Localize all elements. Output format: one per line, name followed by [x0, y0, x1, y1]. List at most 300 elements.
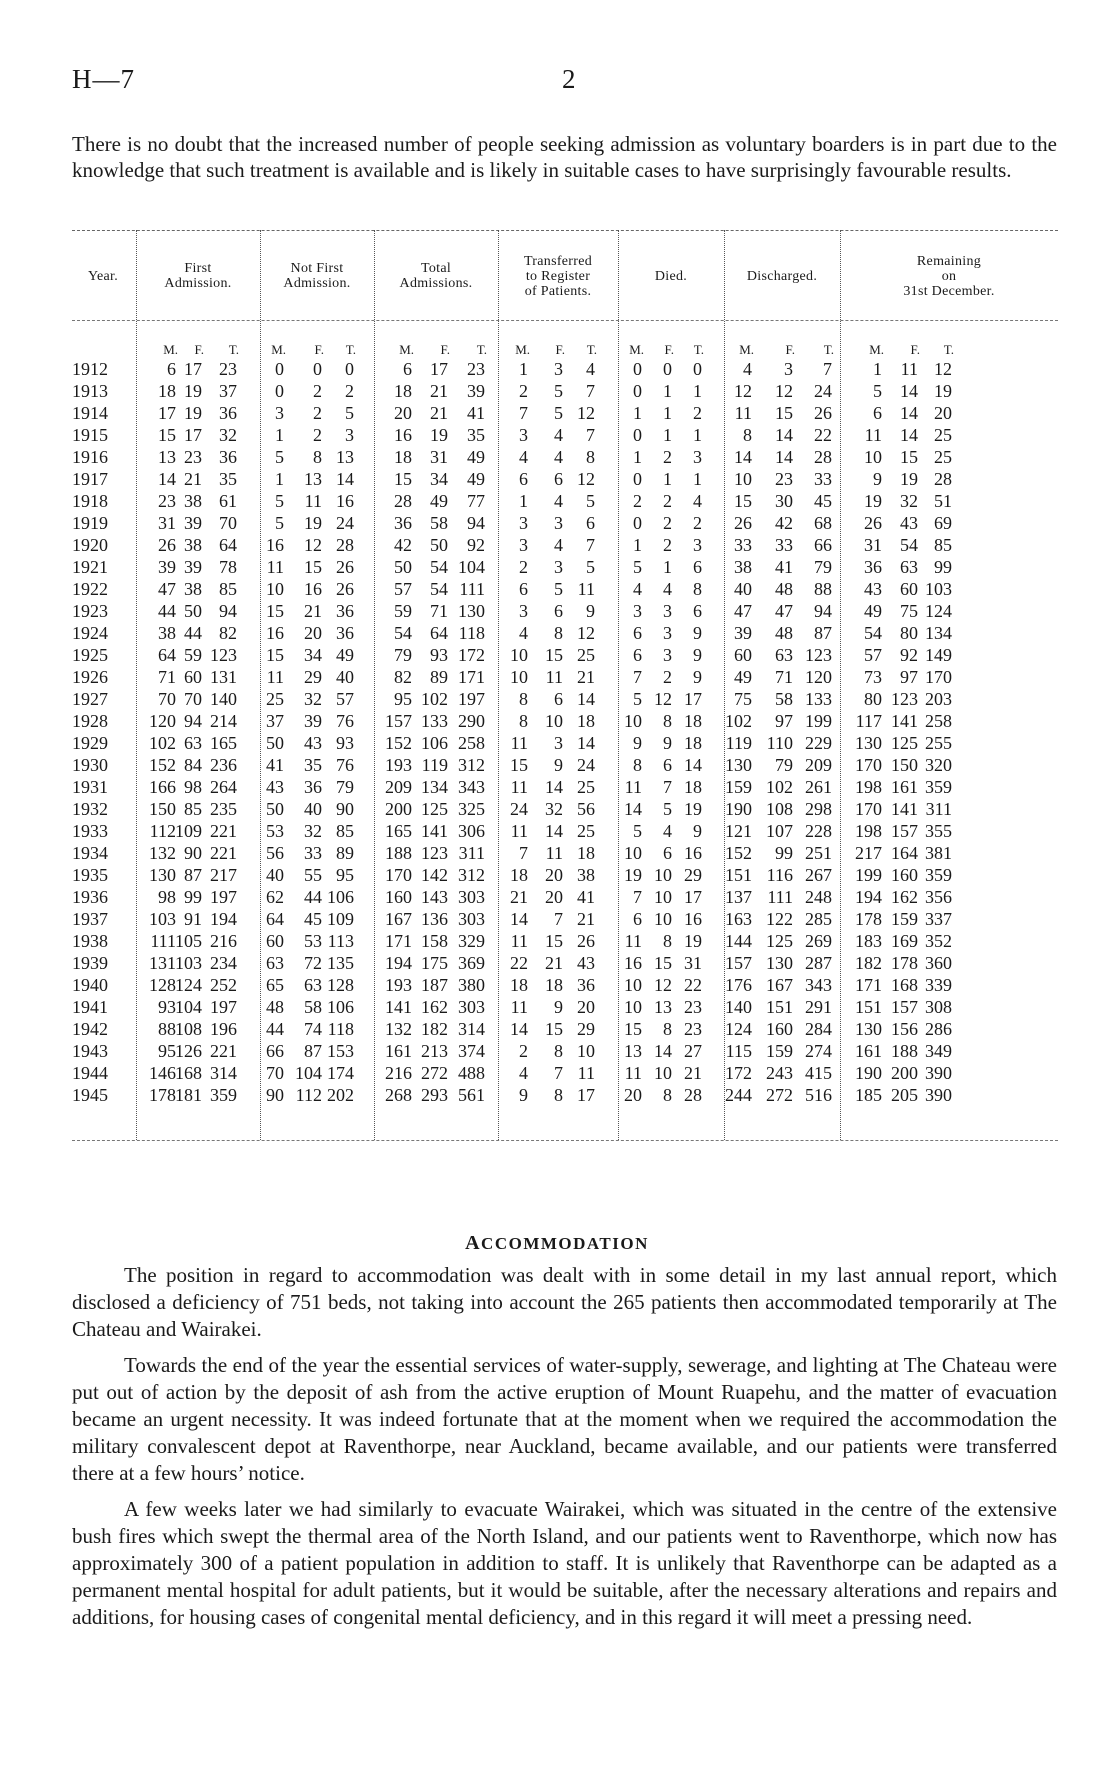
discharged-m-cell: 144 [725, 931, 752, 951]
discharged-t-cell: 267 [805, 865, 832, 885]
total-admissions-m-cell: 18 [394, 447, 412, 467]
died-m-cell: 6 [633, 623, 642, 643]
first-admission-m-cell: 64 [158, 645, 176, 665]
died-t-cell: 23 [684, 997, 702, 1017]
not-first-admission-m-cell: 0 [275, 381, 284, 401]
discharged-t-cell: 284 [805, 1019, 832, 1039]
not-first-admission-t-cell: 174 [327, 1063, 354, 1083]
discharged-m-cell: 33 [734, 535, 752, 555]
not-first-admission-f-cell: 104 [295, 1063, 322, 1083]
transferred-t-cell: 8 [586, 447, 595, 467]
year-cell: 1917 [72, 469, 108, 489]
died-m-cell: 0 [633, 381, 642, 401]
discharged-t-cell: 229 [805, 733, 832, 753]
remaining-m-cell: 130 [855, 1019, 882, 1039]
remaining-sub-f: F. [910, 342, 920, 357]
first-admission-m-cell: 130 [149, 865, 176, 885]
not-first-admission-f-cell: 44 [304, 887, 322, 907]
total-admissions-sub-f: F. [440, 342, 450, 357]
not-first-admission-t-cell: 76 [336, 711, 354, 731]
discharged-f-cell: 63 [775, 645, 793, 665]
discharged-m-cell: 115 [725, 1041, 752, 1061]
total-admissions-f-cell: 141 [421, 821, 448, 841]
first-admission-m-cell: 13 [158, 447, 176, 467]
not-first-admission-f-cell: 21 [304, 601, 322, 621]
died-f-cell: 13 [654, 997, 672, 1017]
not-first-admission-t-cell: 13 [336, 447, 354, 467]
transferred-f-cell: 8 [554, 1085, 563, 1105]
discharged-m-cell: 172 [725, 1063, 752, 1083]
first-admission-t-cell: 123 [210, 645, 237, 665]
not-first-admission-f-cell: 39 [304, 711, 322, 731]
not-first-admission-t-cell: 95 [336, 865, 354, 885]
died-t-cell: 31 [684, 953, 702, 973]
transferred-f-cell: 3 [554, 557, 563, 577]
transferred-m-cell: 8 [519, 689, 528, 709]
died-sub-f: F. [664, 342, 674, 357]
total-admissions-m-cell: 6 [403, 359, 412, 379]
year-cell: 1929 [72, 733, 108, 753]
transferred-f-cell: 5 [554, 579, 563, 599]
remaining-f-cell: 188 [891, 1041, 918, 1061]
remaining-t-cell: 19 [934, 381, 952, 401]
first-admission-f-cell: 91 [184, 909, 202, 929]
first-admission-t-cell: 221 [210, 843, 237, 863]
accommodation-paragraph-3: A few weeks later we had similarly to evacuate Wairakei, which was situated in the centre of the extensive bush fires which swept the thermal area of the North Island, and our patients went to Raventhorpe, which now has approximately 300 of a patient population in addition to staff. It is unlikely that Raventhorpe can be adapted as a permanent mental hospital for adult patients, but it would be suitable, after the necessary alterations and repairs and additions, for housing cases of congenital mental deficiency, and in this regard it will meet a pressing need. [72, 1497, 1057, 1629]
total-admissions-m-cell: 82 [394, 667, 412, 687]
discharged-f-cell: 71 [775, 667, 793, 687]
not-first-admission-m-cell: 5 [275, 447, 284, 467]
total-admissions-m-cell: 50 [394, 557, 412, 577]
total-admissions-m-cell: 194 [385, 953, 412, 973]
remaining-t-cell: 103 [925, 579, 952, 599]
remaining-m-cell: 182 [855, 953, 882, 973]
year-cell: 1921 [72, 557, 108, 577]
total-admissions-t-cell: 118 [458, 623, 485, 643]
not-first-admission-sub-m: M. [271, 342, 286, 357]
discharged-m-cell: 176 [725, 975, 752, 995]
first-admission-m-cell: 88 [158, 1019, 176, 1039]
first-admission-f-cell: 44 [184, 623, 202, 643]
transferred-m-cell: 2 [519, 1041, 528, 1061]
first-admission-m-cell: 6 [167, 359, 176, 379]
total-admissions-f-cell: 134 [421, 777, 448, 797]
table-row [72, 886, 1058, 908]
transferred-m-cell: 4 [519, 1063, 528, 1083]
remaining-m-cell: 117 [855, 711, 882, 731]
total-admissions-f-cell: 64 [430, 623, 448, 643]
year-cell: 1926 [72, 667, 108, 687]
died-m-cell: 8 [633, 755, 642, 775]
total-admissions-t-cell: 306 [458, 821, 485, 841]
died-t-cell: 14 [684, 755, 702, 775]
not-first-admission-f-cell: 16 [304, 579, 322, 599]
not-first-admission-t-cell: 26 [336, 579, 354, 599]
first-admission-m-cell: 146 [149, 1063, 176, 1083]
first-admission-m-cell: 14 [158, 469, 176, 489]
transferred-f-cell: 4 [554, 491, 563, 511]
admissions-table [72, 230, 1058, 1142]
year-cell: 1923 [72, 601, 108, 621]
not-first-admission-m-cell: 50 [266, 733, 284, 753]
discharged-f-cell: 151 [766, 997, 793, 1017]
first-admission-f-cell: 63 [184, 733, 202, 753]
died-t-cell: 16 [684, 843, 702, 863]
not-first-admission-header: Not First Admission. [283, 261, 351, 291]
discharged-m-cell: 26 [734, 513, 752, 533]
table-header-rule [72, 320, 1058, 321]
discharged-sub-f: F. [785, 342, 795, 357]
transferred-f-cell: 9 [554, 755, 563, 775]
total-admissions-f-cell: 119 [421, 755, 448, 775]
not-first-admission-t-cell: 202 [327, 1085, 354, 1105]
year-cell: 1942 [72, 1019, 108, 1039]
transferred-t-cell: 21 [577, 909, 595, 929]
first-admission-f-cell: 17 [184, 359, 202, 379]
not-first-admission-t-cell: 2 [345, 381, 354, 401]
first-admission-t-cell: 165 [210, 733, 237, 753]
died-f-cell: 8 [663, 1019, 672, 1039]
transferred-m-cell: 7 [519, 843, 528, 863]
transferred-f-cell: 3 [554, 359, 563, 379]
transferred-m-cell: 2 [519, 381, 528, 401]
transferred-t-cell: 18 [577, 711, 595, 731]
total-admissions-t-cell: 343 [458, 777, 485, 797]
discharged-f-cell: 99 [775, 843, 793, 863]
total-admissions-t-cell: 41 [467, 403, 485, 423]
remaining-t-cell: 359 [925, 865, 952, 885]
remaining-t-cell: 320 [925, 755, 952, 775]
discharged-f-cell: 41 [775, 557, 793, 577]
died-f-cell: 3 [663, 601, 672, 621]
table-row [72, 688, 1058, 710]
discharged-f-cell: 243 [766, 1063, 793, 1083]
transferred-m-cell: 11 [510, 733, 528, 753]
not-first-admission-f-cell: 74 [304, 1019, 322, 1039]
table-row [72, 930, 1058, 952]
total-admissions-f-cell: 142 [421, 865, 448, 885]
not-first-admission-f-cell: 0 [313, 359, 322, 379]
first-admission-f-cell: 124 [175, 975, 202, 995]
died-f-cell: 6 [663, 755, 672, 775]
first-admission-f-cell: 99 [184, 887, 202, 907]
remaining-m-cell: 1 [873, 359, 882, 379]
not-first-admission-t-cell: 36 [336, 601, 354, 621]
total-admissions-t-cell: 49 [467, 447, 485, 467]
not-first-admission-t-cell: 16 [336, 491, 354, 511]
transferred-t-cell: 10 [577, 1041, 595, 1061]
not-first-admission-t-cell: 128 [327, 975, 354, 995]
died-f-cell: 2 [663, 447, 672, 467]
died-m-cell: 9 [633, 733, 642, 753]
not-first-admission-m-cell: 60 [266, 931, 284, 951]
report-reference: H—7 [72, 64, 135, 94]
first-admission-t-cell: 82 [219, 623, 237, 643]
year-cell: 1916 [72, 447, 108, 467]
died-sub-t: T. [693, 342, 704, 357]
first-admission-f-cell: 59 [184, 645, 202, 665]
total-admissions-f-cell: 133 [421, 711, 448, 731]
total-admissions-m-cell: 141 [385, 997, 412, 1017]
not-first-admission-t-cell: 24 [336, 513, 354, 533]
died-m-cell: 10 [624, 997, 642, 1017]
not-first-admission-f-cell: 55 [304, 865, 322, 885]
discharged-m-cell: 157 [725, 953, 752, 973]
remaining-t-cell: 20 [934, 403, 952, 423]
died-m-cell: 5 [633, 689, 642, 709]
first-admission-f-cell: 19 [184, 381, 202, 401]
not-first-admission-t-cell: 90 [336, 799, 354, 819]
died-f-cell: 6 [663, 843, 672, 863]
not-first-admission-m-cell: 15 [266, 601, 284, 621]
table-row [72, 1018, 1058, 1040]
first-admission-f-cell: 19 [184, 403, 202, 423]
table-row [72, 1084, 1058, 1106]
died-m-cell: 11 [624, 777, 642, 797]
discharged-f-cell: 23 [775, 469, 793, 489]
died-t-cell: 18 [684, 777, 702, 797]
first-admission-t-cell: 197 [210, 997, 237, 1017]
total-admissions-t-cell: 258 [458, 733, 485, 753]
transferred-f-cell: 20 [545, 887, 563, 907]
first-admission-m-cell: 23 [158, 491, 176, 511]
transferred-f-cell: 15 [545, 931, 563, 951]
died-m-cell: 0 [633, 469, 642, 489]
died-t-cell: 27 [684, 1041, 702, 1061]
first-admission-sub-t: T. [228, 342, 239, 357]
total-admissions-t-cell: 92 [467, 535, 485, 555]
discharged-t-cell: 94 [814, 601, 832, 621]
remaining-f-cell: 43 [900, 513, 918, 533]
first-admission-m-cell: 128 [149, 975, 176, 995]
discharged-m-cell: 38 [734, 557, 752, 577]
first-admission-f-cell: 90 [184, 843, 202, 863]
discharged-m-cell: 152 [725, 843, 752, 863]
transferred-t-cell: 7 [586, 535, 595, 555]
not-first-admission-f-cell: 19 [304, 513, 322, 533]
died-t-cell: 9 [693, 667, 702, 687]
transferred-t-cell: 14 [577, 689, 595, 709]
not-first-admission-m-cell: 90 [266, 1085, 284, 1105]
transferred-m-cell: 24 [510, 799, 528, 819]
transferred-m-cell: 1 [519, 491, 528, 511]
remaining-t-cell: 349 [925, 1041, 952, 1061]
died-t-cell: 18 [684, 711, 702, 731]
died-t-cell: 9 [693, 645, 702, 665]
discharged-sub-t: T. [823, 342, 834, 357]
discharged-t-cell: 343 [805, 975, 832, 995]
not-first-admission-t-cell: 14 [336, 469, 354, 489]
died-t-cell: 18 [684, 733, 702, 753]
transferred-sub-m: M. [515, 342, 530, 357]
first-admission-m-cell: 120 [149, 711, 176, 731]
intro-paragraph: There is no doubt that the increased number of people seeking admission as voluntary boarders is in part due to the knowledge that such treatment is available and is likely in suitable cases to have surprisingly favourable results. [72, 132, 1057, 182]
section-title [0, 1232, 1114, 1255]
transferred-f-cell: 10 [545, 711, 563, 731]
transferred-t-cell: 5 [586, 557, 595, 577]
remaining-m-cell: 199 [855, 865, 882, 885]
discharged-m-cell: 47 [734, 601, 752, 621]
remaining-m-cell: 161 [855, 1041, 882, 1061]
first-admission-m-cell: 112 [149, 821, 176, 841]
year-cell: 1935 [72, 865, 108, 885]
table-row [72, 732, 1058, 754]
remaining-m-cell: 10 [864, 447, 882, 467]
total-admissions-sub-m: M. [399, 342, 414, 357]
transferred-t-cell: 20 [577, 997, 595, 1017]
table-row [72, 842, 1058, 864]
remaining-f-cell: 14 [900, 425, 918, 445]
remaining-f-cell: 169 [891, 931, 918, 951]
transferred-m-cell: 8 [519, 711, 528, 731]
died-f-cell: 8 [663, 1085, 672, 1105]
died-f-cell: 10 [654, 865, 672, 885]
remaining-t-cell: 381 [925, 843, 952, 863]
total-admissions-f-cell: 50 [430, 535, 448, 555]
discharged-t-cell: 291 [805, 997, 832, 1017]
transferred-m-cell: 15 [510, 755, 528, 775]
remaining-m-cell: 130 [855, 733, 882, 753]
discharged-f-cell: 3 [784, 359, 793, 379]
total-admissions-f-cell: 54 [430, 579, 448, 599]
first-admission-f-cell: 70 [184, 689, 202, 709]
remaining-m-cell: 183 [855, 931, 882, 951]
discharged-m-cell: 60 [734, 645, 752, 665]
remaining-m-cell: 178 [855, 909, 882, 929]
total-admissions-f-cell: 102 [421, 689, 448, 709]
died-t-cell: 9 [693, 623, 702, 643]
transferred-f-cell: 14 [545, 821, 563, 841]
remaining-sub-m: M. [869, 342, 884, 357]
transferred-m-cell: 6 [519, 579, 528, 599]
not-first-admission-m-cell: 10 [266, 579, 284, 599]
year-cell: 1932 [72, 799, 108, 819]
first-admission-f-cell: 104 [175, 997, 202, 1017]
accommodation-paragraph-2: Towards the end of the year the essential services of water-supply, sewerage, and lighting at The Chateau were put out of action by the deposit of ash from the active eruption of Mount Ruapehu, and the matter of evacuation became an urgent necessity. It was indeed fortunate that at the moment when we required the accommodation the military convalescent depot at Raventhorpe, near Auckland, became available, and our patients were transferred there at a few hours’ notice. [72, 1353, 1057, 1485]
transferred-f-cell: 9 [554, 997, 563, 1017]
table-row [72, 1062, 1058, 1084]
remaining-m-cell: 54 [864, 623, 882, 643]
remaining-m-cell: 80 [864, 689, 882, 709]
died-t-cell: 1 [693, 469, 702, 489]
total-admissions-t-cell: 94 [467, 513, 485, 533]
remaining-t-cell: 311 [925, 799, 952, 819]
year-cell: 1938 [72, 931, 108, 951]
died-m-cell: 0 [633, 513, 642, 533]
table-row [72, 512, 1058, 534]
discharged-t-cell: 45 [814, 491, 832, 511]
transferred-t-cell: 11 [577, 1063, 595, 1083]
transferred-m-cell: 9 [519, 1085, 528, 1105]
transferred-t-cell: 21 [577, 667, 595, 687]
total-admissions-t-cell: 39 [467, 381, 485, 401]
total-admissions-f-cell: 182 [421, 1019, 448, 1039]
remaining-m-cell: 5 [873, 381, 882, 401]
table-row [72, 952, 1058, 974]
first-admission-header: First Admission. [164, 261, 232, 291]
total-admissions-m-cell: 42 [394, 535, 412, 555]
discharged-f-cell: 102 [766, 777, 793, 797]
first-admission-m-cell: 39 [158, 557, 176, 577]
not-first-admission-m-cell: 70 [266, 1063, 284, 1083]
first-admission-m-cell: 71 [158, 667, 176, 687]
discharged-f-cell: 79 [775, 755, 793, 775]
not-first-admission-f-cell: 35 [304, 755, 322, 775]
table-row [72, 974, 1058, 996]
discharged-t-cell: 274 [805, 1041, 832, 1061]
year-cell: 1927 [72, 689, 108, 709]
page-header [72, 64, 1052, 100]
transferred-f-cell: 7 [554, 1063, 563, 1083]
remaining-f-cell: 159 [891, 909, 918, 929]
discharged-f-cell: 12 [775, 381, 793, 401]
discharged-f-cell: 47 [775, 601, 793, 621]
discharged-t-cell: 79 [814, 557, 832, 577]
column-separator [724, 230, 725, 1140]
discharged-f-cell: 110 [766, 733, 793, 753]
died-f-cell: 10 [654, 887, 672, 907]
not-first-admission-t-cell: 85 [336, 821, 354, 841]
remaining-t-cell: 203 [925, 689, 952, 709]
remaining-f-cell: 157 [891, 821, 918, 841]
first-admission-f-cell: 103 [175, 953, 202, 973]
total-admissions-f-cell: 123 [421, 843, 448, 863]
remaining-t-cell: 255 [925, 733, 952, 753]
remaining-t-cell: 85 [934, 535, 952, 555]
table-row [72, 754, 1058, 776]
remaining-t-cell: 25 [934, 425, 952, 445]
discharged-t-cell: 298 [805, 799, 832, 819]
total-admissions-t-cell: 130 [458, 601, 485, 621]
transferred-m-cell: 14 [510, 1019, 528, 1039]
total-admissions-f-cell: 106 [421, 733, 448, 753]
discharged-f-cell: 160 [766, 1019, 793, 1039]
not-first-admission-t-cell: 118 [327, 1019, 354, 1039]
year-cell: 1941 [72, 997, 108, 1017]
discharged-f-cell: 30 [775, 491, 793, 511]
year-cell: 1945 [72, 1085, 108, 1105]
table-row [72, 468, 1058, 490]
discharged-f-cell: 125 [766, 931, 793, 951]
not-first-admission-t-cell: 135 [327, 953, 354, 973]
first-admission-f-cell: 38 [184, 535, 202, 555]
year-cell: 1939 [72, 953, 108, 973]
not-first-admission-t-cell: 49 [336, 645, 354, 665]
discharged-t-cell: 26 [814, 403, 832, 423]
first-admission-t-cell: 85 [219, 579, 237, 599]
died-f-cell: 8 [663, 931, 672, 951]
remaining-f-cell: 32 [900, 491, 918, 511]
first-admission-f-cell: 108 [175, 1019, 202, 1039]
year-cell: 1912 [72, 359, 108, 379]
transferred-m-cell: 11 [510, 997, 528, 1017]
discharged-t-cell: 7 [823, 359, 832, 379]
total-admissions-m-cell: 161 [385, 1041, 412, 1061]
not-first-admission-f-cell: 43 [304, 733, 322, 753]
transferred-f-cell: 32 [545, 799, 563, 819]
died-t-cell: 3 [693, 535, 702, 555]
first-admission-t-cell: 217 [210, 865, 237, 885]
year-cell: 1940 [72, 975, 108, 995]
first-admission-m-cell: 18 [158, 381, 176, 401]
transferred-t-cell: 56 [577, 799, 595, 819]
not-first-admission-f-cell: 20 [304, 623, 322, 643]
total-admissions-t-cell: 303 [458, 887, 485, 907]
transferred-f-cell: 14 [545, 777, 563, 797]
discharged-m-cell: 8 [743, 425, 752, 445]
died-header: Died. [654, 268, 688, 284]
total-admissions-f-cell: 21 [430, 403, 448, 423]
